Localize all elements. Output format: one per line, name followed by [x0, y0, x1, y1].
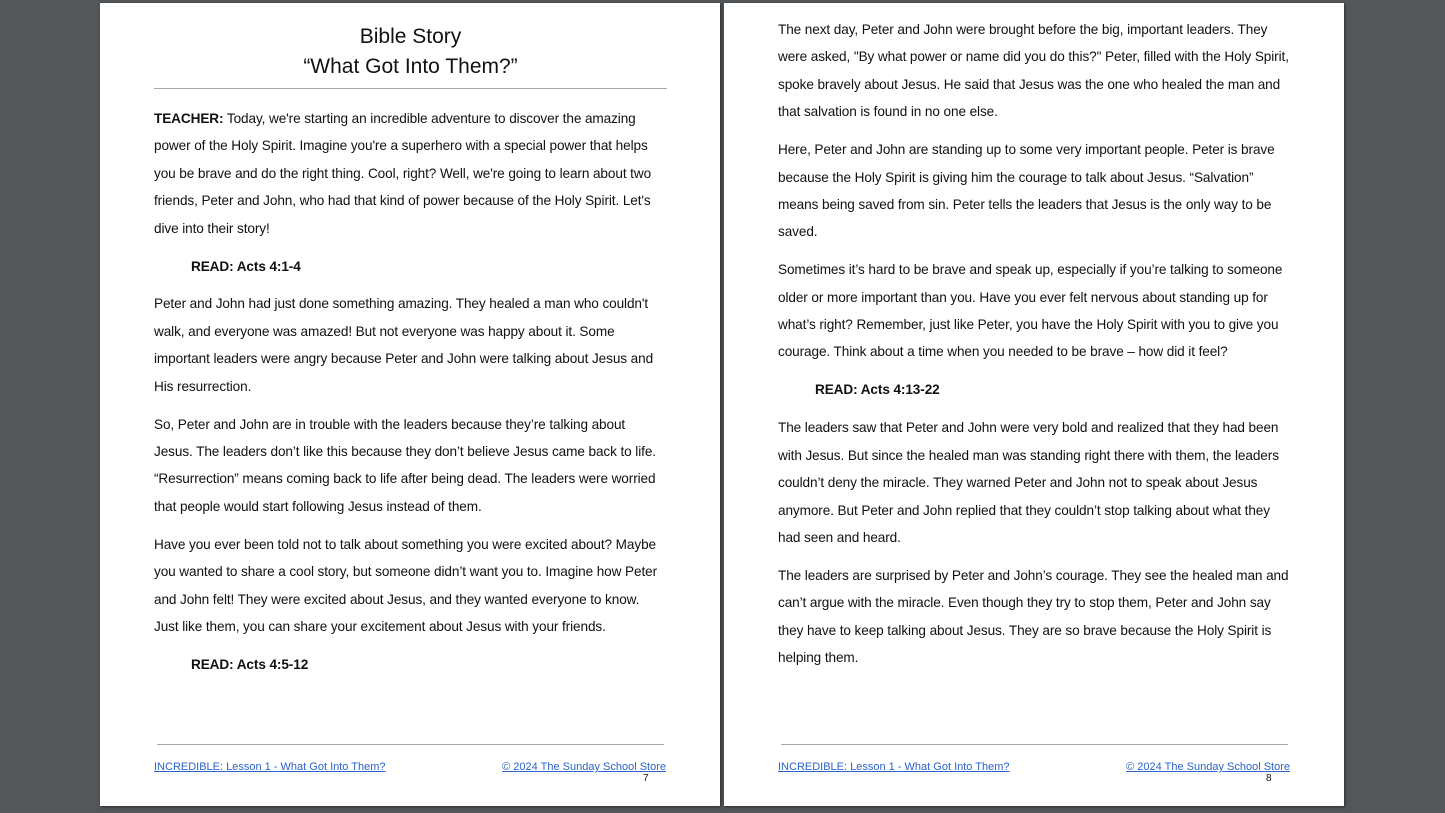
footer-copyright-link[interactable]: © 2024 The Sunday School Store — [1126, 761, 1290, 773]
page-title — [154, 22, 667, 82]
paragraph: The leaders saw that Peter and John were very bold and realized that they had been with Jesus. But since the healed man was standing right there with them, the leaders couldn’t deny the miracle. They warned Peter and John not to speak about Jesus anymore. But Peter and John replied that they couldn’t stop talking about what they had seen and heard. — [778, 420, 1279, 545]
teacher-label: TEACHER: — [154, 111, 224, 126]
footer-lesson-link[interactable]: INCREDIBLE: Lesson 1 - What Got Into Them? — [154, 761, 386, 773]
read-reference: READ: Acts 4:5-12 — [191, 656, 309, 672]
page-7 — [100, 3, 720, 806]
paragraph: The next day, Peter and John were brought before the big, important leaders. They were asked, "By what power or name did you do this?" Peter, filled with the Holy Spirit, spoke bravely about Jesus. He said that Jesus was the one who healed the man and that salvation is found in no one else. — [778, 22, 1289, 120]
paragraph: Sometimes it’s hard to be brave and speak up, especially if you’re talking to someone older or more important than you. Have you ever felt nervous about standing up for what’s right? Remember, just like Peter, you have the Holy Spirit with you to give you courage. Think about a time when you needed to be brave – how did it feel? — [778, 262, 1283, 360]
read-reference: READ: Acts 4:13-22 — [815, 382, 940, 398]
title-line-2: “What Got Into Them?” — [303, 55, 518, 78]
footer-copyright-link[interactable]: © 2024 The Sunday School Store — [502, 761, 666, 773]
paragraph: Here, Peter and John are standing up to some very important people. Peter is brave because the Holy Spirit is giving him the courage to talk about Jesus. “Salvation” means being saved from sin. Peter tells the leaders that Jesus is the only way to be saved. — [778, 142, 1275, 240]
page-content — [778, 16, 1291, 682]
footer-divider — [157, 744, 664, 745]
footer-divider — [781, 744, 1288, 745]
paragraph: Peter and John had just done something amazing. They healed a man who couldn't walk, and everyone was amazed! But not everyone was happy about it. Some important leaders were angry because Peter and John were talking about Jesus and His resurrection. — [154, 296, 654, 394]
page-8 — [724, 3, 1344, 806]
paragraph-teacher-intro: TEACHER: Today, we're starting an incredible adventure to discover the amazing power of the Holy Spirit. Imagine you're a superhero with a special power that helps you be brave and do the right thing. Cool, right? Well, we're going to learn about two friends, Peter and John, who had that kind of power because of the Holy Spirit. Let's dive into their story! — [154, 111, 652, 236]
paragraph: The leaders are surprised by Peter and John’s courage. They see the healed man and can’t argue with the miracle. Even though they try to stop them, Peter and John say they have to keep talking about Jesus. They are so brave because the Holy Spirit is helping them. — [778, 567, 1289, 666]
title-line-1: Bible Story — [359, 25, 462, 48]
footer-lesson-link[interactable]: INCREDIBLE: Lesson 1 - What Got Into Them? — [778, 761, 1010, 773]
page-content — [154, 22, 667, 689]
paragraph: So, Peter and John are in trouble with the leaders because they’re talking about Jesus. The leaders don’t like this because they don’t believe Jesus came back to life. “Resurrection” means coming back to life after being dead. The leaders were worried that people would start following Jesus instead of them. — [154, 416, 656, 514]
paragraph: Have you ever been told not to talk about something you were excited about? Maybe you wanted to share a cool story, but someone didn’t want you to. Imagine how Peter and John felt! They were excited about Jesus, and they wanted everyone to know. Just like them, you can share your excitement about Jesus with your friends. — [154, 536, 658, 634]
page-number: 7 — [643, 773, 649, 784]
read-reference: READ: Acts 4:1-4 — [191, 258, 301, 274]
page-number: 8 — [1266, 773, 1272, 784]
